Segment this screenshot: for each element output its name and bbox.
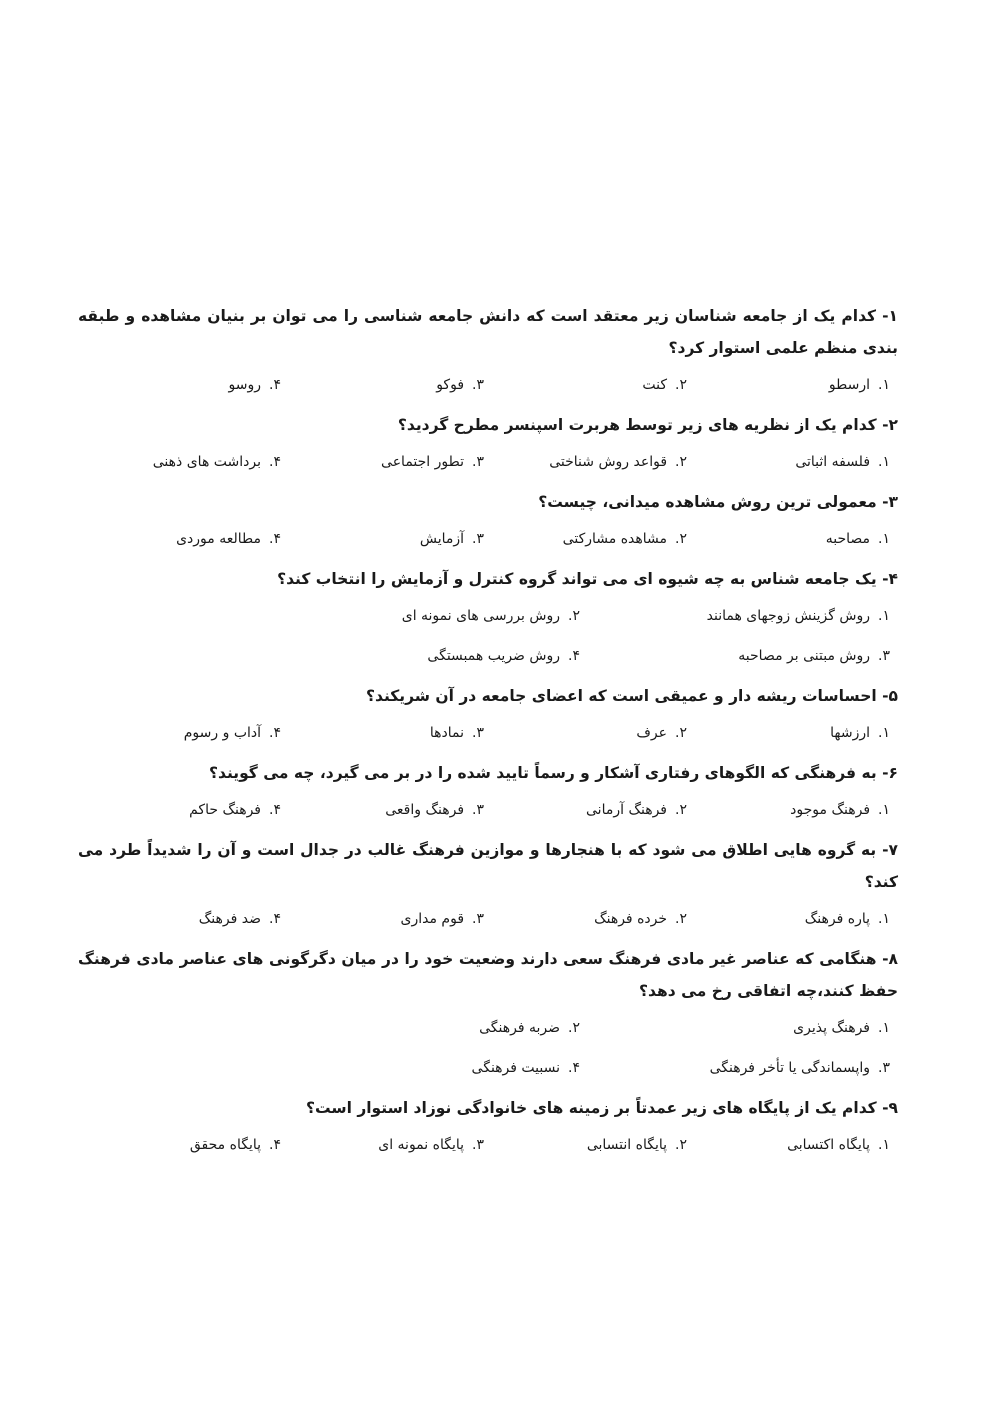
option-4 <box>78 722 281 744</box>
question-3 <box>78 486 898 550</box>
option-number: ۴. <box>269 454 281 470</box>
option-label: مصاحبه <box>825 531 871 547</box>
option-label: مشاهده مشارکتی <box>562 531 668 547</box>
option-number: ۳. <box>472 531 484 547</box>
question-6 <box>78 757 898 821</box>
option-number: ۲. <box>675 454 687 470</box>
option-number: ۴. <box>269 531 281 547</box>
option-4 <box>78 1134 281 1156</box>
option-1 <box>687 908 890 930</box>
question-5 <box>78 680 898 744</box>
question-sheet <box>78 300 898 1169</box>
option-2 <box>484 451 687 473</box>
option-label: پایگاه نمونه ای <box>378 1137 465 1153</box>
option-2 <box>484 1134 687 1156</box>
option-number: ۳. <box>472 1137 484 1153</box>
option-3 <box>580 645 890 667</box>
question-body: هنگامی که عناصر غیر مادی فرهنگ سعی دارند وضعیت خود را در میان دگرگونی های عناصر مادی فرهنگ حفظ کنند،چه اتفاقی رخ می دهد؟ <box>78 950 898 1000</box>
option-number: ۱. <box>878 1020 890 1036</box>
option-label: روش مبتنی بر مصاحبه <box>738 648 871 664</box>
option-label: واپسماندگی یا تأخر فرهنگی <box>709 1060 871 1076</box>
option-number: ۳. <box>878 648 890 664</box>
option-1 <box>687 451 890 473</box>
option-label: فرهنگ حاکم <box>189 802 262 818</box>
option-2 <box>484 528 687 550</box>
question-text <box>78 834 898 898</box>
options-list <box>78 451 898 473</box>
question-text <box>78 757 898 789</box>
options-list <box>78 1134 898 1156</box>
option-label: نسبیت فرهنگی <box>471 1060 561 1076</box>
option-3 <box>281 374 484 396</box>
option-number: ۴. <box>269 802 281 818</box>
option-3 <box>281 1134 484 1156</box>
question-4 <box>78 563 898 667</box>
option-3 <box>580 1057 890 1079</box>
option-3 <box>281 722 484 744</box>
question-text <box>78 680 898 712</box>
option-number: ۴. <box>269 377 281 393</box>
question-body: به فرهنگی که الگوهای رفتاری آشکار و رسماً تایید شده را در بر می گیرد، چه می گویند؟ <box>209 764 877 782</box>
option-number: ۲. <box>675 1137 687 1153</box>
option-4 <box>78 374 281 396</box>
option-4 <box>78 528 281 550</box>
option-4 <box>270 1057 580 1079</box>
option-label: پایگاه محقق <box>189 1137 262 1153</box>
option-label: تطور اجتماعی <box>381 454 465 470</box>
option-label: مطالعه موردی <box>176 531 262 547</box>
option-number: ۳. <box>472 454 484 470</box>
option-number: ۴. <box>269 725 281 741</box>
option-number: ۴. <box>568 1060 580 1076</box>
option-label: نمادها <box>429 725 465 741</box>
option-3 <box>281 908 484 930</box>
option-number: ۳. <box>472 377 484 393</box>
question-number: ۶- <box>882 764 898 782</box>
option-4 <box>78 799 281 821</box>
question-text <box>78 409 898 441</box>
question-body: یک جامعه شناس به چه شیوه ای می تواند گروه کنترل و آزمایش را انتخاب کند؟ <box>277 570 877 588</box>
question-9 <box>78 1092 898 1156</box>
option-1 <box>687 1134 890 1156</box>
option-label: خرده فرهنگ <box>594 911 668 927</box>
option-number: ۱. <box>878 725 890 741</box>
question-2 <box>78 409 898 473</box>
option-number: ۱. <box>878 608 890 624</box>
option-number: ۴. <box>269 1137 281 1153</box>
option-number: ۱. <box>878 1137 890 1153</box>
option-number: ۲. <box>675 377 687 393</box>
option-label: قوم مداری <box>400 911 465 927</box>
option-1 <box>687 528 890 550</box>
option-label: ارسطو <box>828 377 871 393</box>
option-number: ۲. <box>675 725 687 741</box>
option-label: پایگاه انتسابی <box>586 1137 668 1153</box>
question-number: ۴- <box>882 570 898 588</box>
option-label: روسو <box>228 377 262 393</box>
option-4 <box>78 908 281 930</box>
option-label: آداب و رسوم <box>183 725 262 741</box>
option-label: پایگاه اکتسابی <box>787 1137 871 1153</box>
option-number: ۲. <box>675 911 687 927</box>
option-label: روش بررسی های نمونه ای <box>401 608 561 624</box>
question-body: به گروه هایی اطلاق می شود که با هنجارها و موازین فرهنگ غالب در جدال است و آن را شدیداً طرد می کند؟ <box>78 841 898 891</box>
question-number: ۵- <box>882 687 898 705</box>
option-4 <box>78 451 281 473</box>
option-number: ۱. <box>878 531 890 547</box>
option-4 <box>270 645 580 667</box>
option-label: فلسفه اثباتی <box>795 454 871 470</box>
option-label: ضد فرهنگ <box>198 911 262 927</box>
question-text <box>78 943 898 1007</box>
option-2 <box>484 908 687 930</box>
question-text <box>78 486 898 518</box>
question-body: معمولی ترین روش مشاهده میدانی، چیست؟ <box>538 493 877 511</box>
option-2 <box>484 722 687 744</box>
question-text <box>78 300 898 364</box>
question-1 <box>78 300 898 396</box>
question-8 <box>78 943 898 1079</box>
question-7 <box>78 834 898 930</box>
question-body: کدام یک از جامعه شناسان زیر معتقد است که دانش جامعه شناسی را می توان بر بنیان مشاهده و طبقه بندی منظم علمی استوار کرد؟ <box>78 307 898 357</box>
option-1 <box>687 374 890 396</box>
option-number: ۳. <box>472 802 484 818</box>
question-number: ۱- <box>882 307 898 325</box>
options-list <box>78 908 898 930</box>
option-3 <box>281 451 484 473</box>
option-number: ۲. <box>568 608 580 624</box>
option-label: روش ضریب همبستگی <box>427 648 561 664</box>
option-number: ۱. <box>878 377 890 393</box>
option-number: ۲. <box>568 1020 580 1036</box>
question-number: ۹- <box>882 1099 898 1117</box>
option-label: آزمایش <box>419 531 465 547</box>
option-label: ارزشها <box>830 725 871 741</box>
options-list <box>78 722 898 744</box>
option-label: روش گزینش زوجهای همانند <box>706 608 871 624</box>
option-number: ۳. <box>878 1060 890 1076</box>
option-label: فوکو <box>436 377 465 393</box>
options-list <box>270 605 898 667</box>
option-number: ۳. <box>472 911 484 927</box>
option-number: ۲. <box>675 531 687 547</box>
question-number: ۸- <box>882 950 898 968</box>
option-1 <box>687 722 890 744</box>
question-text <box>78 1092 898 1124</box>
option-3 <box>281 799 484 821</box>
question-number: ۷- <box>882 841 898 859</box>
option-label: ضربه فرهنگی <box>479 1020 561 1036</box>
option-label: فرهنگ موجود <box>790 802 871 818</box>
options-list <box>78 374 898 396</box>
options-list <box>78 799 898 821</box>
option-label: کنت <box>642 377 668 393</box>
question-number: ۲- <box>882 416 898 434</box>
options-list <box>270 1017 898 1079</box>
option-1 <box>580 605 890 627</box>
option-number: ۴. <box>269 911 281 927</box>
option-label: پاره فرهنگ <box>804 911 871 927</box>
option-2 <box>484 799 687 821</box>
option-label: فرهنگ آرمانی <box>586 802 668 818</box>
option-2 <box>270 1017 580 1039</box>
option-2 <box>484 374 687 396</box>
option-1 <box>687 799 890 821</box>
option-1 <box>580 1017 890 1039</box>
options-list <box>78 528 898 550</box>
option-label: عرف <box>636 725 668 741</box>
question-number: ۳- <box>882 493 898 511</box>
option-label: برداشت های ذهنی <box>152 454 262 470</box>
option-label: قواعد روش شناختی <box>549 454 668 470</box>
option-3 <box>281 528 484 550</box>
option-number: ۲. <box>675 802 687 818</box>
option-number: ۱. <box>878 454 890 470</box>
question-body: کدام یک از پایگاه های زیر عمدتاً بر زمینه های خانوادگی نوزاد استوار است؟ <box>305 1099 877 1117</box>
option-label: فرهنگ پذیری <box>793 1020 871 1036</box>
option-number: ۱. <box>878 802 890 818</box>
option-number: ۱. <box>878 911 890 927</box>
option-label: فرهنگ واقعی <box>385 802 465 818</box>
option-2 <box>270 605 580 627</box>
question-body: احساسات ریشه دار و عمیقی است که اعضای جامعه در آن شریکند؟ <box>366 687 877 705</box>
option-number: ۳. <box>472 725 484 741</box>
option-number: ۴. <box>568 648 580 664</box>
question-body: کدام یک از نظریه های زیر توسط هربرت اسپنسر مطرح گردید؟ <box>397 416 877 434</box>
question-text <box>78 563 898 595</box>
